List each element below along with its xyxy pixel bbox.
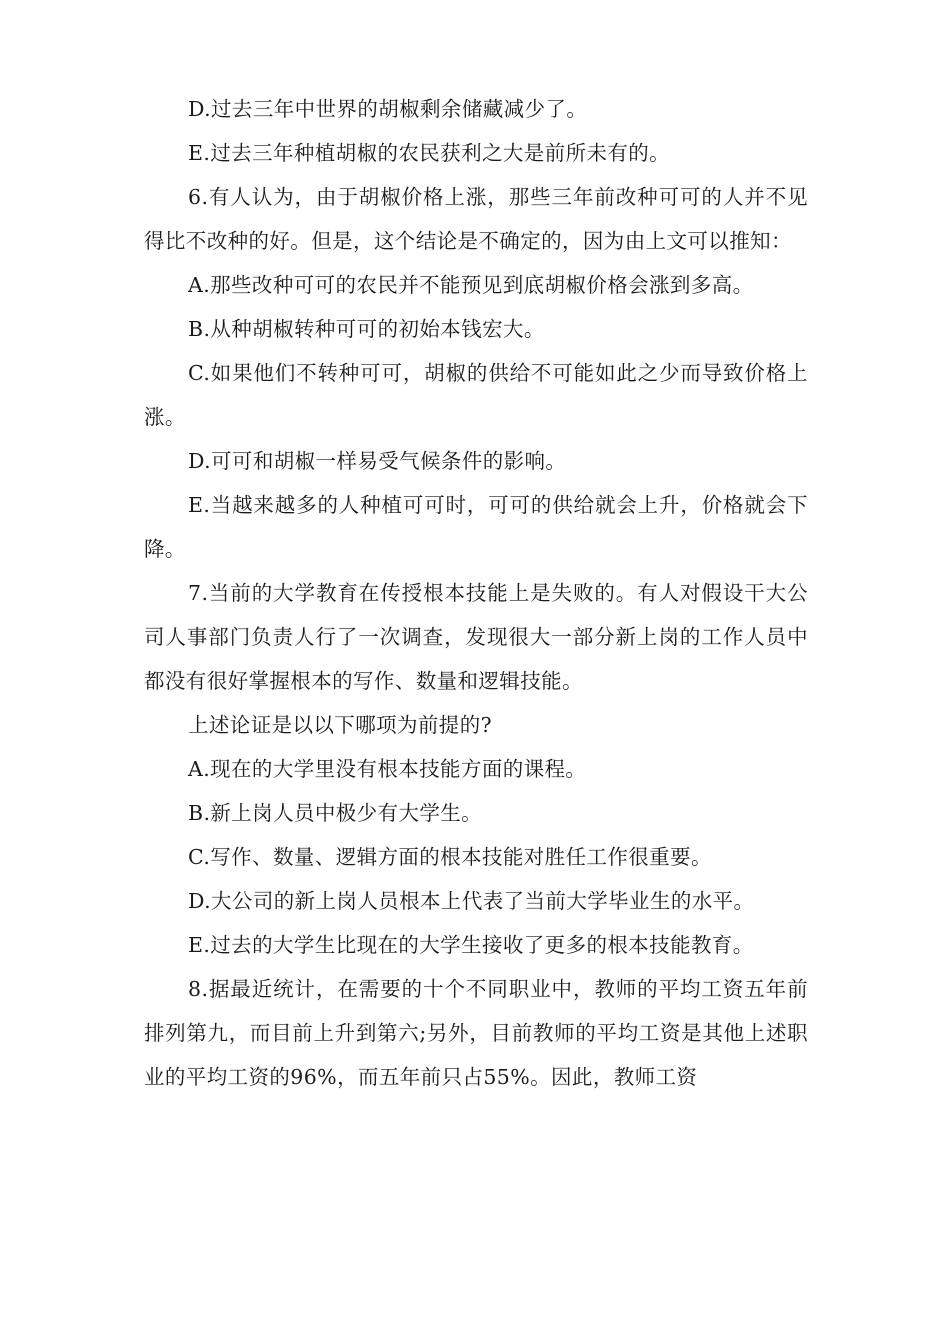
question-7-prompt: 上述论证是以以下哪项为前提的? [188, 713, 492, 737]
option-c-q7: C.写作、数量、逻辑方面的根本技能对胜任工作很重要。 [188, 845, 712, 869]
question-7: 7.当前的大学教育在传授根本技能上是失败的。有人对假设干大公司人事部门负责人行了一次调查，发现很大一部分新上岗的工作人员中都没有很好掌握根本的写作、数量和逻辑技能。 [144, 581, 808, 693]
option-d-q7: D.大公司的新上岗人员根本上代表了当前大学毕业生的水平。 [188, 889, 755, 913]
question-6: 6.有人认为，由于胡椒价格上涨，那些三年前改种可可的人并不见得比不改种的好。但是，这个结论是不确定的，因为由上文可以推知： [144, 185, 808, 253]
option-b-q7: B.新上岗人员中极少有大学生。 [188, 801, 483, 825]
option-e-q5: E.过去三年种植胡椒的农民获利之大是前所未有的。 [188, 141, 671, 165]
option-a-q7: A.现在的大学里没有根本技能方面的课程。 [188, 757, 587, 781]
option-b-q6: B.从种胡椒转种可可的初始本钱宏大。 [188, 317, 545, 341]
question-8: 8.据最近统计，在需要的十个不同职业中，教师的平均工资五年前排列第九，而目前上升到第六;另外，目前教师的平均工资是其他上述职业的平均工资的96%，而五年前只占55%。因此，教师工资 [144, 977, 808, 1089]
option-a-q6: A.那些改种可可的农民并不能预见到底胡椒价格会涨到多高。 [188, 273, 754, 297]
option-e-q6: E.当越来越多的人种植可可时，可可的供给就会上升，价格就会下降。 [144, 493, 808, 561]
document-body [144, 87, 808, 1099]
option-e-q7: E.过去的大学生比现在的大学生接收了更多的根本技能教育。 [188, 933, 754, 957]
option-d-q5: D.过去三年中世界的胡椒剩余储藏减少了。 [188, 97, 588, 121]
option-d-q6: D.可可和胡椒一样易受气候条件的影响。 [188, 449, 567, 473]
option-c-q6: C.如果他们不转种可可，胡椒的供给不可能如此之少而导致价格上涨。 [144, 361, 808, 429]
